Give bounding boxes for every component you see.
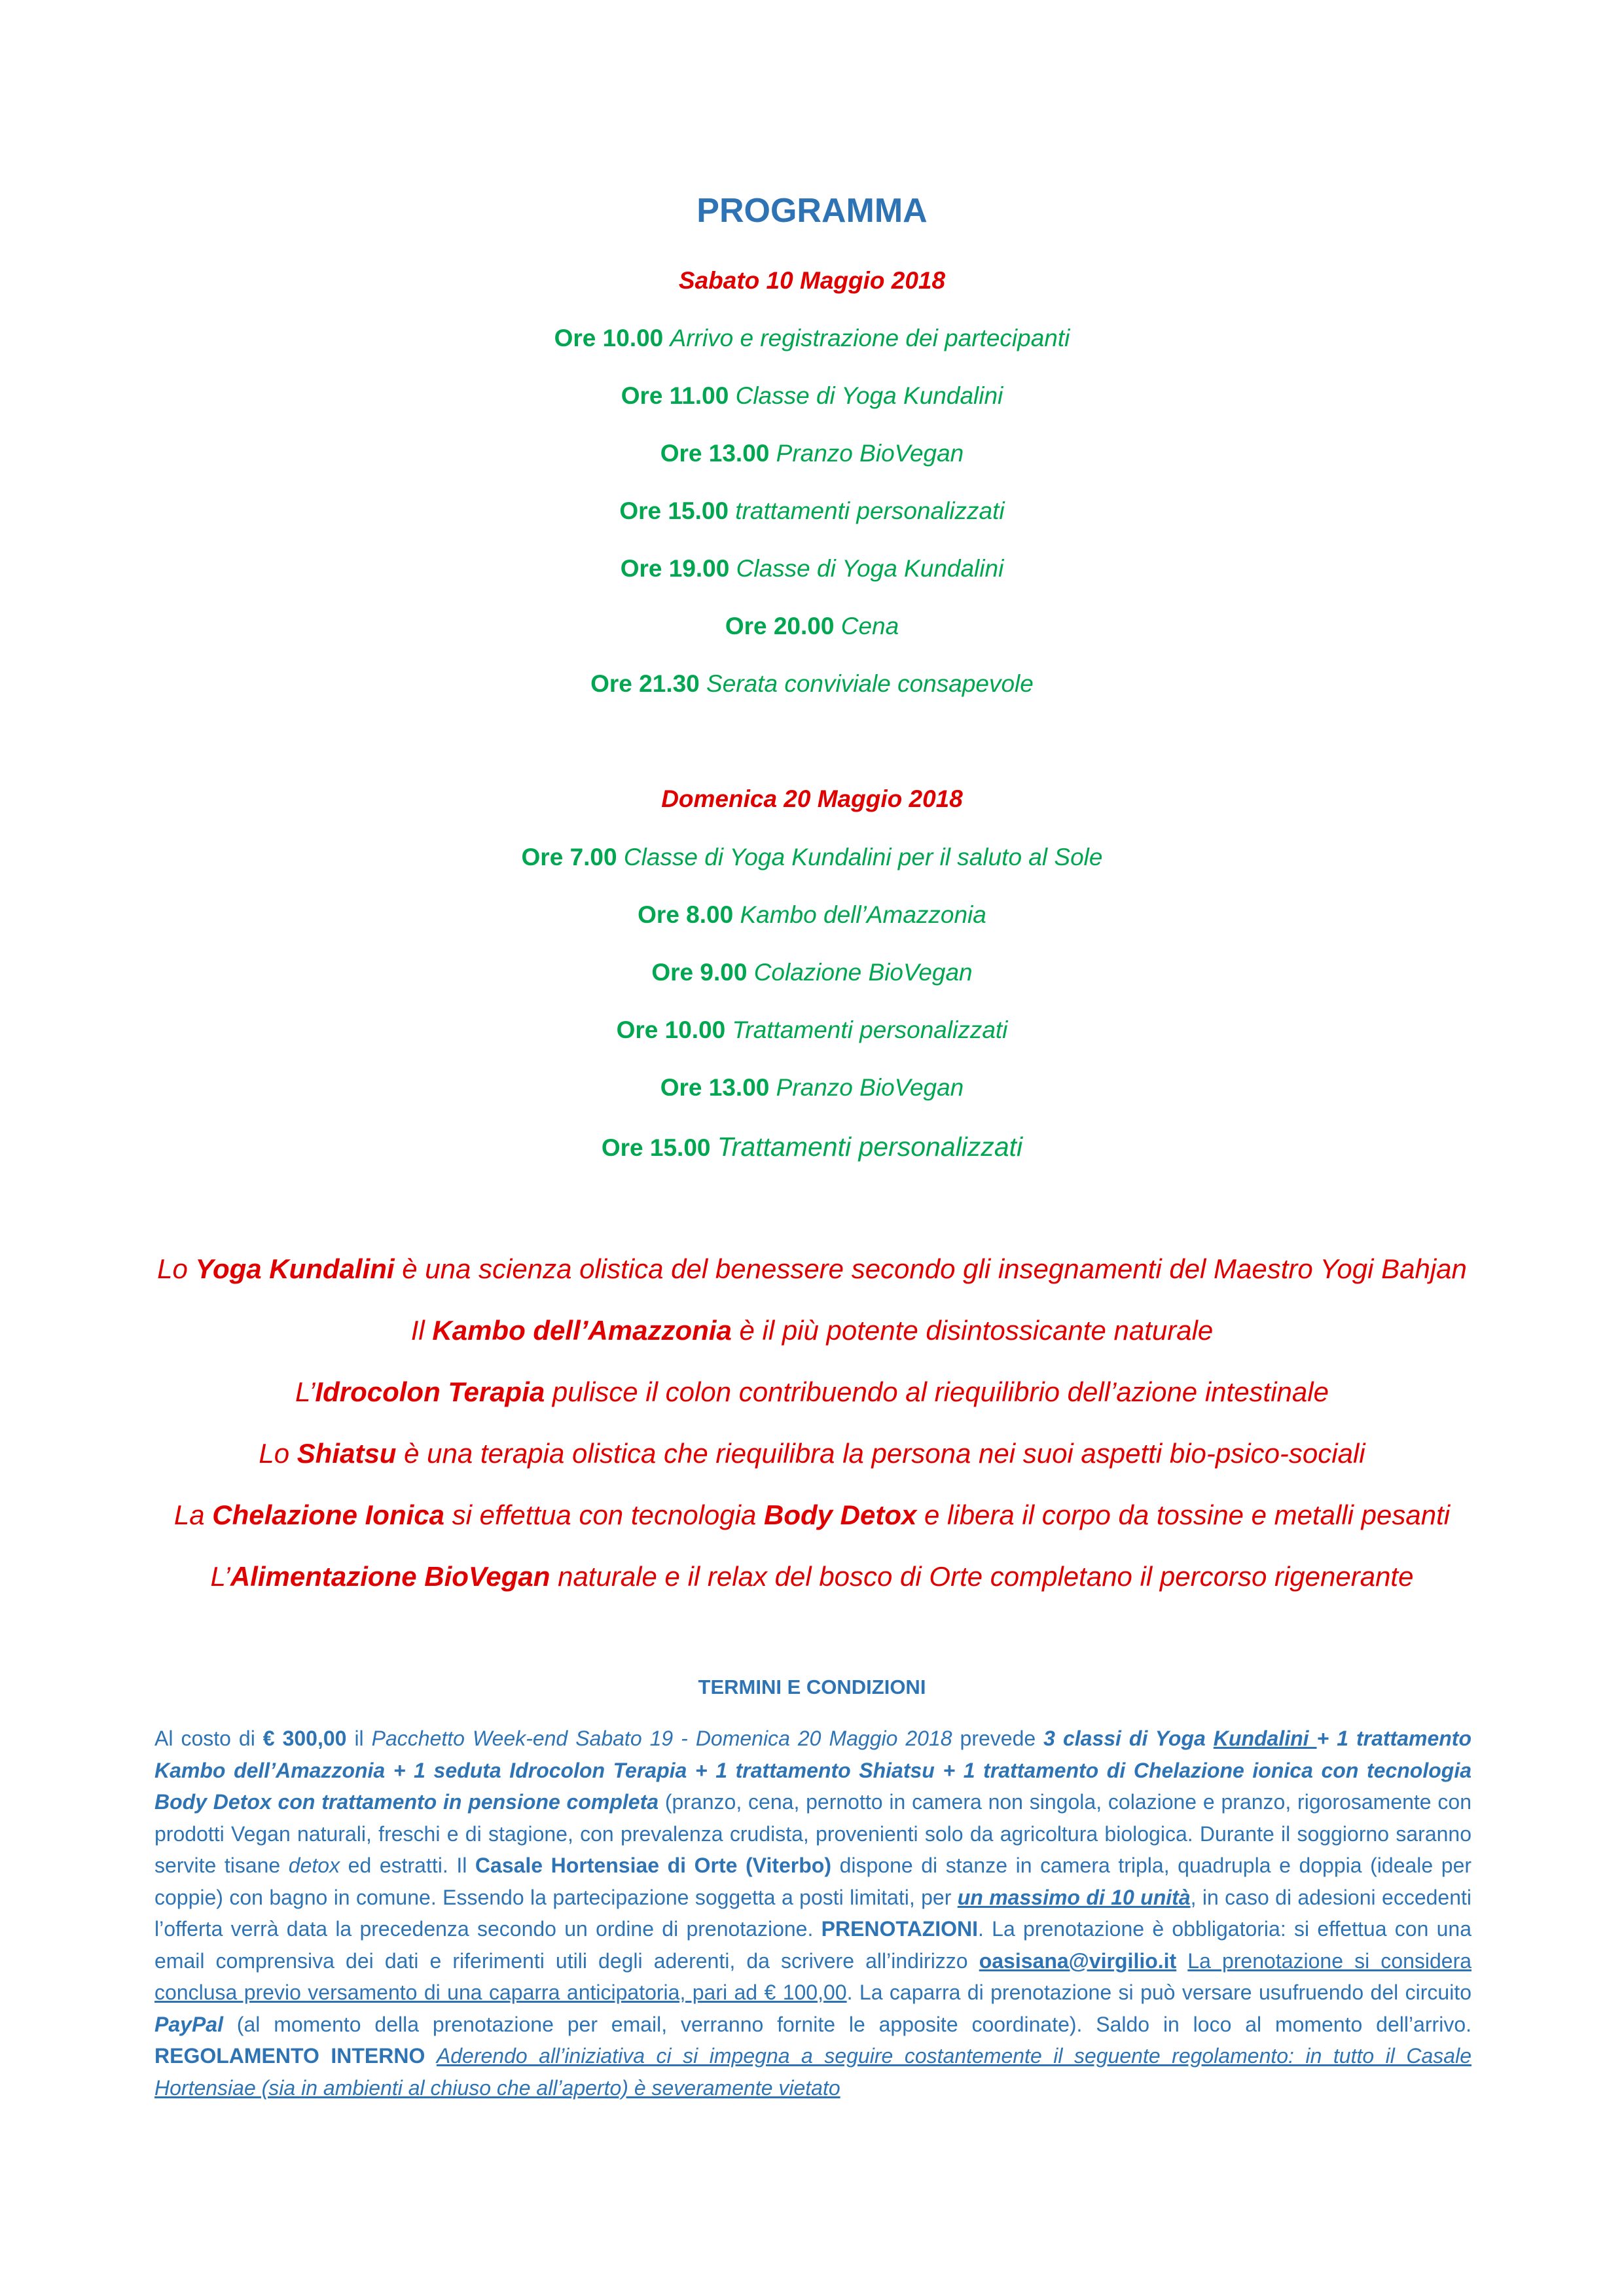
schedule-item <box>0 1132 1624 1162</box>
schedule-time: Ore 15.00 <box>619 497 729 524</box>
terms-price: € 300,00 <box>262 1727 347 1750</box>
terms-inclusions: Kundalini <box>1213 1727 1317 1750</box>
desc-term: Idrocolon Terapia <box>315 1376 545 1407</box>
desc-text: La <box>173 1499 213 1530</box>
description-line <box>0 1438 1624 1469</box>
terms-text: (pranzo, cena, pernotto in camera non singola, colazione e pranzo, rigorosamente con prodotti Vegan naturali, freschi e di stagione, con prevalenza crudista, provenienti solo da agricoltura biologica. Durante il soggiorno saranno servite tisane <box>154 1790 1471 1877</box>
schedule-item <box>0 613 1624 640</box>
schedule-time: Ore 7.00 <box>521 844 617 870</box>
desc-text: e libera il corpo da tossine e metalli pesanti <box>916 1499 1451 1530</box>
schedule-activity: Serata conviviale consapevole <box>706 670 1034 697</box>
desc-text: pulisce il colon contribuendo al riequilibrio dell’azione intestinale <box>545 1376 1329 1407</box>
schedule-activity: Kambo dell’Amazzonia <box>740 901 986 928</box>
description-line <box>0 1376 1624 1408</box>
desc-text: Lo <box>259 1438 297 1469</box>
terms-bookings-label: PRENOTAZIONI <box>821 1917 979 1941</box>
description-line <box>0 1315 1624 1346</box>
schedule-time: Ore 13.00 <box>660 1074 770 1101</box>
page-title: PROGRAMMA <box>696 192 928 230</box>
day1-heading: Sabato 10 Maggio 2018 <box>678 267 946 294</box>
schedule-time: Ore 10.00 <box>616 1016 726 1043</box>
schedule-item <box>0 440 1624 467</box>
schedule-item <box>0 497 1624 525</box>
terms-paypal: PayPal <box>154 2012 223 2036</box>
schedule-time: Ore 19.00 <box>620 555 730 582</box>
schedule-item <box>0 670 1624 698</box>
schedule-activity: Trattamenti personalizzati <box>717 1132 1023 1162</box>
schedule-time: Ore 8.00 <box>638 901 734 928</box>
terms-rules-label: REGOLAMENTO INTERNO <box>154 2044 425 2068</box>
schedule-activity: Trattamenti personalizzati <box>732 1016 1008 1043</box>
terms-text: . La caparra di prenotazione si può versare usufruendo del circuito <box>846 1981 1472 2004</box>
schedule-item <box>0 959 1624 986</box>
schedule-item <box>0 555 1624 583</box>
schedule-activity: Pranzo BioVegan <box>776 1074 964 1101</box>
terms-text: Al costo di <box>154 1727 263 1750</box>
terms-text: . La prenotazione è obbligatoria: si effettua con una email comprensiva dei dati e riferimenti utili degli aderenti, da scrivere all’indirizzo <box>154 1917 1472 1973</box>
desc-text: è il più potente disintossicante naturale <box>731 1315 1214 1346</box>
terms-text <box>425 2044 437 2068</box>
schedule-activity: trattamenti personalizzati <box>735 497 1005 524</box>
desc-text: Il <box>410 1315 433 1346</box>
terms-place: Casale Hortensiae di Orte (Viterbo) <box>475 1854 831 1877</box>
desc-text: L’ <box>295 1376 316 1407</box>
desc-text: si effettua con tecnologia <box>444 1499 764 1530</box>
terms-text: dispone di stanze in camera tripla, quadrupla e doppia (ideale per coppie) con bagno in comune. Essendo la partecipazione soggetta a posti limitati, per <box>154 1854 1472 1909</box>
schedule-item <box>0 325 1624 352</box>
schedule-time: Ore 20.00 <box>725 613 835 639</box>
terms-paragraph <box>154 1723 1471 2104</box>
desc-term: Body Detox <box>763 1499 917 1530</box>
terms-inclusions: + 1 trattamento Kambo dell’Amazzonia + 1 seduta Idrocolon Terapia + 1 trattamento Shiatsu + 1 trattamento di Chelazione ionica con tecnologia Body Detox con trattamento in pensione completa <box>154 1727 1471 1814</box>
terms-text: , in caso di adesioni eccedenti l’offerta verrà data la precedenza secondo un ordine di prenotazione. <box>154 1885 1472 1941</box>
schedule-item <box>0 1016 1624 1044</box>
schedule-activity: Classe di Yoga Kundalini <box>736 555 1004 582</box>
terms-max-units: un massimo di 10 unità <box>957 1885 1191 1909</box>
schedule-time: Ore 9.00 <box>651 959 748 986</box>
schedule-item <box>0 901 1624 929</box>
schedule-activity: Cena <box>840 613 899 639</box>
schedule-time: Ore 10.00 <box>554 325 664 351</box>
email-link[interactable]: oasisana@virgilio.it <box>979 1948 1177 1973</box>
schedule-activity: Classe di Yoga Kundalini <box>735 382 1003 409</box>
description-line <box>0 1561 1624 1592</box>
schedule-time: Ore 21.30 <box>590 670 700 697</box>
schedule-activity: Colazione BioVegan <box>753 959 973 986</box>
description-line <box>0 1499 1624 1531</box>
terms-text: ed estratti. Il <box>340 1854 475 1877</box>
schedule-time: Ore 11.00 <box>621 382 729 409</box>
schedule-activity: Pranzo BioVegan <box>776 440 964 467</box>
terms-detox: detox <box>288 1854 340 1877</box>
desc-text: è una scienza olistica del benessere secondo gli insegnamenti del Maestro Yogi Bahjan <box>394 1253 1467 1284</box>
day2-heading: Domenica 20 Maggio 2018 <box>661 785 963 812</box>
desc-text: è una terapia olistica che riequilibra la persona nei suoi aspetti bio-psico-sociali <box>396 1438 1365 1469</box>
terms-inclusions: 3 classi di Yoga <box>1043 1727 1214 1750</box>
desc-term: Alimentazione BioVegan <box>230 1561 550 1592</box>
terms-text: prevede <box>952 1727 1044 1750</box>
schedule-activity: Arrivo e registrazione dei partecipanti <box>670 325 1070 351</box>
schedule-item <box>0 1074 1624 1102</box>
desc-term: Kambo dell’Amazzonia <box>432 1315 732 1346</box>
terms-deposit: La prenotazione si considera conclusa previo versamento di una caparra anticipatoria, pari ad € 100,00 <box>154 1948 1472 2004</box>
schedule-activity: Classe di Yoga Kundalini per il saluto al Sole <box>623 844 1103 870</box>
schedule-item <box>0 844 1624 871</box>
schedule-item <box>0 382 1624 410</box>
schedule-time: Ore 15.00 <box>601 1134 711 1161</box>
terms-text <box>1176 1949 1187 1973</box>
desc-term: Shiatsu <box>297 1438 397 1469</box>
desc-text: naturale e il relax del bosco di Orte completano il percorso rigenerante <box>550 1561 1414 1592</box>
terms-text: (al momento della prenotazione per email, verranno fornite le apposite coordinate). Saldo in loco al momento dell’arrivo. <box>223 2012 1471 2036</box>
schedule-time: Ore 13.00 <box>660 440 770 467</box>
terms-rules-text: Aderendo all’iniziativa ci si impegna a seguire costantemente il seguente regolamento: in tutto il Casale Hortensiae (sia in ambienti al chiuso che all’aperto) è severamente vietato <box>154 2044 1472 2100</box>
terms-package: Pacchetto Week-end Sabato 19 - Domenica 20 Maggio 2018 <box>371 1727 952 1750</box>
terms-heading: TERMINI E CONDIZIONI <box>698 1676 926 1698</box>
desc-text: L’ <box>210 1561 230 1592</box>
desc-term: Yoga Kundalini <box>195 1253 395 1284</box>
terms-text: il <box>346 1727 372 1750</box>
desc-term: Chelazione Ionica <box>212 1499 444 1530</box>
description-line <box>0 1253 1624 1285</box>
desc-text: Lo <box>157 1253 196 1284</box>
